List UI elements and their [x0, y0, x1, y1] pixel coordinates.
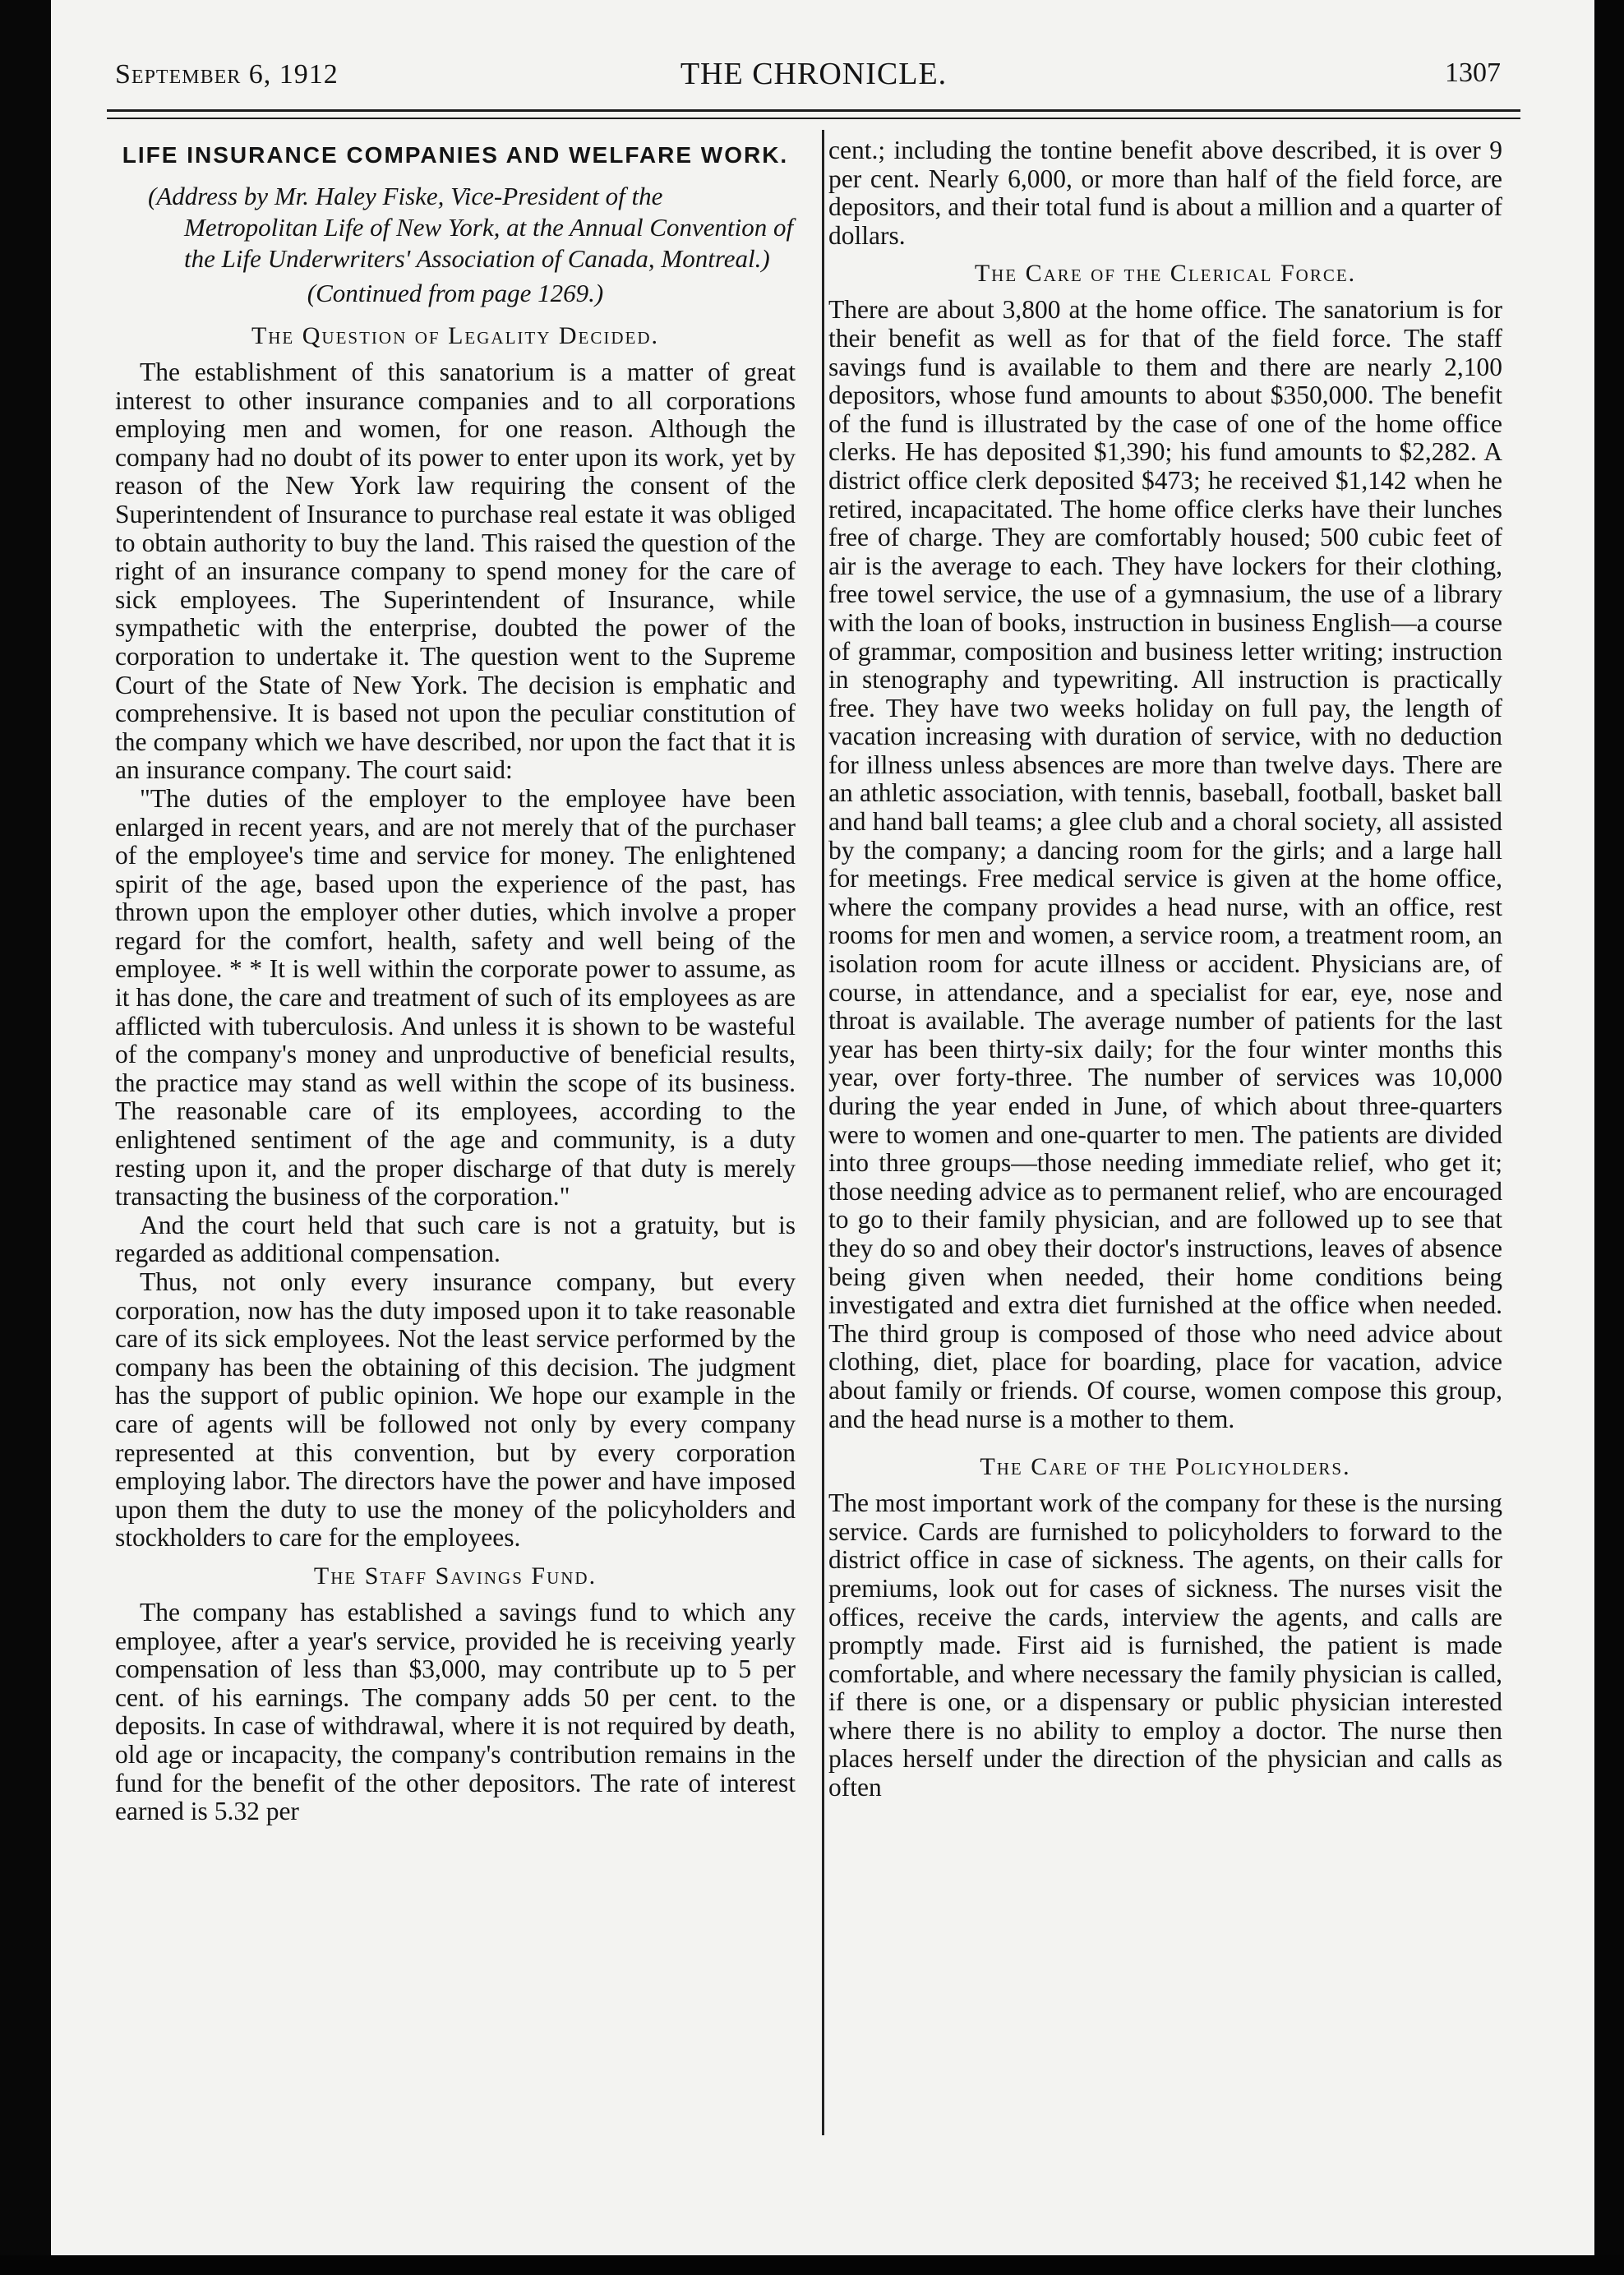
paragraph: The establishment of this sanatorium is a matter of great interest to other insurance companies and to all corporations employing men and women, for one reason. Although the company had no doubt of its power to enter upon its work, yet by reason of the New York law requiring the consent of the Superintendent of Insurance to purchase real estate it was obliged to obtain authority to buy the land. This raised the question of the right of an insurance company to spend money for the care of sick employees. The Superintendent of Insurance, while sympathetic with the enterprise, doubted the power of the corporation to undertake it. The question went to the Supreme Court of the State of New York. The decision is emphatic and comprehensive. It is based not upon the peculiar constitution of the company which we have described, nor upon the fact that it is an insurance company. The court said: [115, 358, 796, 785]
scan-border-bottom [0, 2255, 1624, 2275]
continued-note: (Continued from page 1269.) [307, 279, 604, 307]
paragraph: There are about 3,800 at the home office. The sanatorium is for their benefit as well as for that of the field force. The staff savings fund is available to them and there are nearly 2,100 depositors, whose fund amounts to about $350,000. The benefit of the fund is illustrated by the case of one of the home office clerks. He has deposited $1,390; his fund amounts to $2,282. A district office clerk deposited $473; he received $1,142 when he retired, incapacitated. The home office clerks have their lunches free of charge. They are comfortably housed; 500 cubic feet of air is the average to each. They have lockers for their clothing, free towel service, the use of a gymnasium, the use of a library with the loan of books, instruction in business English—a course of grammar, composition and business letter writing; instruction in stenography and typewriting. All instruction is practically free. They have two weeks holiday on full pay, the length of vacation increasing with duration of service, with no deduction for illness unless absences are more than twelve days. There are an athletic association, with tennis, baseball, football, basket ball and hand ball teams; a glee club and a choral society, all assisted by the company; a dancing room for the girls; and a large hall for meetings. Free medical service is given at the home office, where the company provides a head nurse, with an office, rest rooms for men and women, a service room, a treatment room, an isolation room for acute illness or accident. Physicians are, of course, in attendance, and a specialist for ear, eye, nose and throat is available. The average number of patients for the last year has been thirty-six daily; for the four winter months this year, over forty-three. The number of services was 10,000 during the year ended in June, of which about three-quarters were to women and one-quarter to men. The patients are divided into three groups—those needing immediate relief, who get it; those needing advice as to permanent relief, who are encouraged to go to their family physician, and are followed up to see that they do so and obey their doctor's instructions, leaves of absence being given when needed, their home conditions being investigated and extra diet furnished at the office when needed. The third group is composed of those who need advice about clothing, diet, place for boarding, place for vacation, advice about family or friends. Of course, women compose this group, and the head nurse is a mother to them. [828, 295, 1502, 1433]
page-number: 1307 [1445, 58, 1501, 88]
page-header [115, 53, 1512, 102]
publication-title: THE CHRONICLE. [680, 57, 948, 91]
paragraph: And the court held that such care is not a gratuity, but is regarded as additional compensation. [115, 1210, 796, 1268]
column-divider [822, 130, 824, 2135]
paragraph: The company has established a savings fund to which any employee, after a year's service, provided he is receiving yearly compensation of less than $3,000, may contribute up to 5 per cent. of his earnings. The company adds 50 per cent. to the deposits. In case of withdrawal, where it is not required by death, old age or incapacity, the company's contribution remains in the fund for the benefit of the other depositors. The rate of interest earned is 5.32 per [115, 1597, 796, 1826]
paragraph-continuation: cent.; including the tontine benefit above described, it is over 9 per cent. Nearly 6,000, or more than half of the field force, are depositors, and their total fund is about a million and a quarter of dollars. [828, 136, 1502, 250]
issue-date: September 6, 1912 [115, 59, 339, 90]
article-title: LIFE INSURANCE COMPANIES AND WELFARE WORK. [122, 142, 789, 168]
header-double-rule [107, 109, 1520, 119]
section-heading-clerical-force: The Care of the Clerical Force. [974, 260, 1357, 288]
section-heading-policyholders: The Care of the Policyholders. [980, 1453, 1351, 1481]
scan-border-left [0, 0, 51, 2275]
paragraph: The most important work of the company for these is the nursing service. Cards are furnished to policyholders to forward to the district office in case of sickness. The agents, on their calls for premiums, look out for cases of sickness. The nurses visit the offices, receive the cards, interview the agents, and calls are promptly made. First aid is furnished, the patient is made comfortable, and where necessary the family physician is called, if there is one, or a dispensary or public physician interested where there is no ability to employ a doctor. The nurse then places herself under the direction of the physician and calls as often [828, 1488, 1502, 1802]
article-byline: (Address by Mr. Haley Fiske, Vice-President of the Metropolitan Life of New York, at the Annual Convention of the Life Underwriters' Association of Canada, Montreal.) [148, 182, 794, 273]
section-heading-savings-fund: The Staff Savings Fund. [313, 1562, 597, 1590]
section-heading-legality: The Question of Legality Decided. [251, 322, 660, 349]
right-column [828, 136, 1502, 1802]
left-column [115, 136, 796, 1826]
paragraph-court-quote: "The duties of the employer to the employee have been enlarged in recent years, and are not merely that of the purchaser of the employee's time and service for money. The enlightened spirit of the age, based upon the experience of the past, has thrown upon the employer other duties, which involve a proper regard for the comfort, health, safety and well being of the employee. * * It is well within the corporate power to assume, as it has done, the care and treatment of such of its employees as are afflicted with tuberculosis. And unless it is shown to be wasteful of the company's money and unproductive of beneficial results, the practice may stand as well within the scope of its business. The reasonable care of its employees, according to the enlightened sentiment of the age and community, is a duty resting upon it, and the proper discharge of that duty is merely transacting the business of the corporation." [115, 783, 796, 1211]
scan-border-right [1594, 0, 1624, 2275]
paragraph: Thus, not only every insurance company, but every corporation, now has the duty imposed upon it to take reasonable care of its sick employees. Not the least service performed by the company has been the obtaining of this decision. The judgment has the support of public opinion. We hope our example in the care of agents will be followed not only by every company represented at this convention, but by every corporation employing labor. The directors have the power and have imposed upon them the duty to use the money of the policyholders and stockholders to care for the employees. [115, 1267, 796, 1553]
